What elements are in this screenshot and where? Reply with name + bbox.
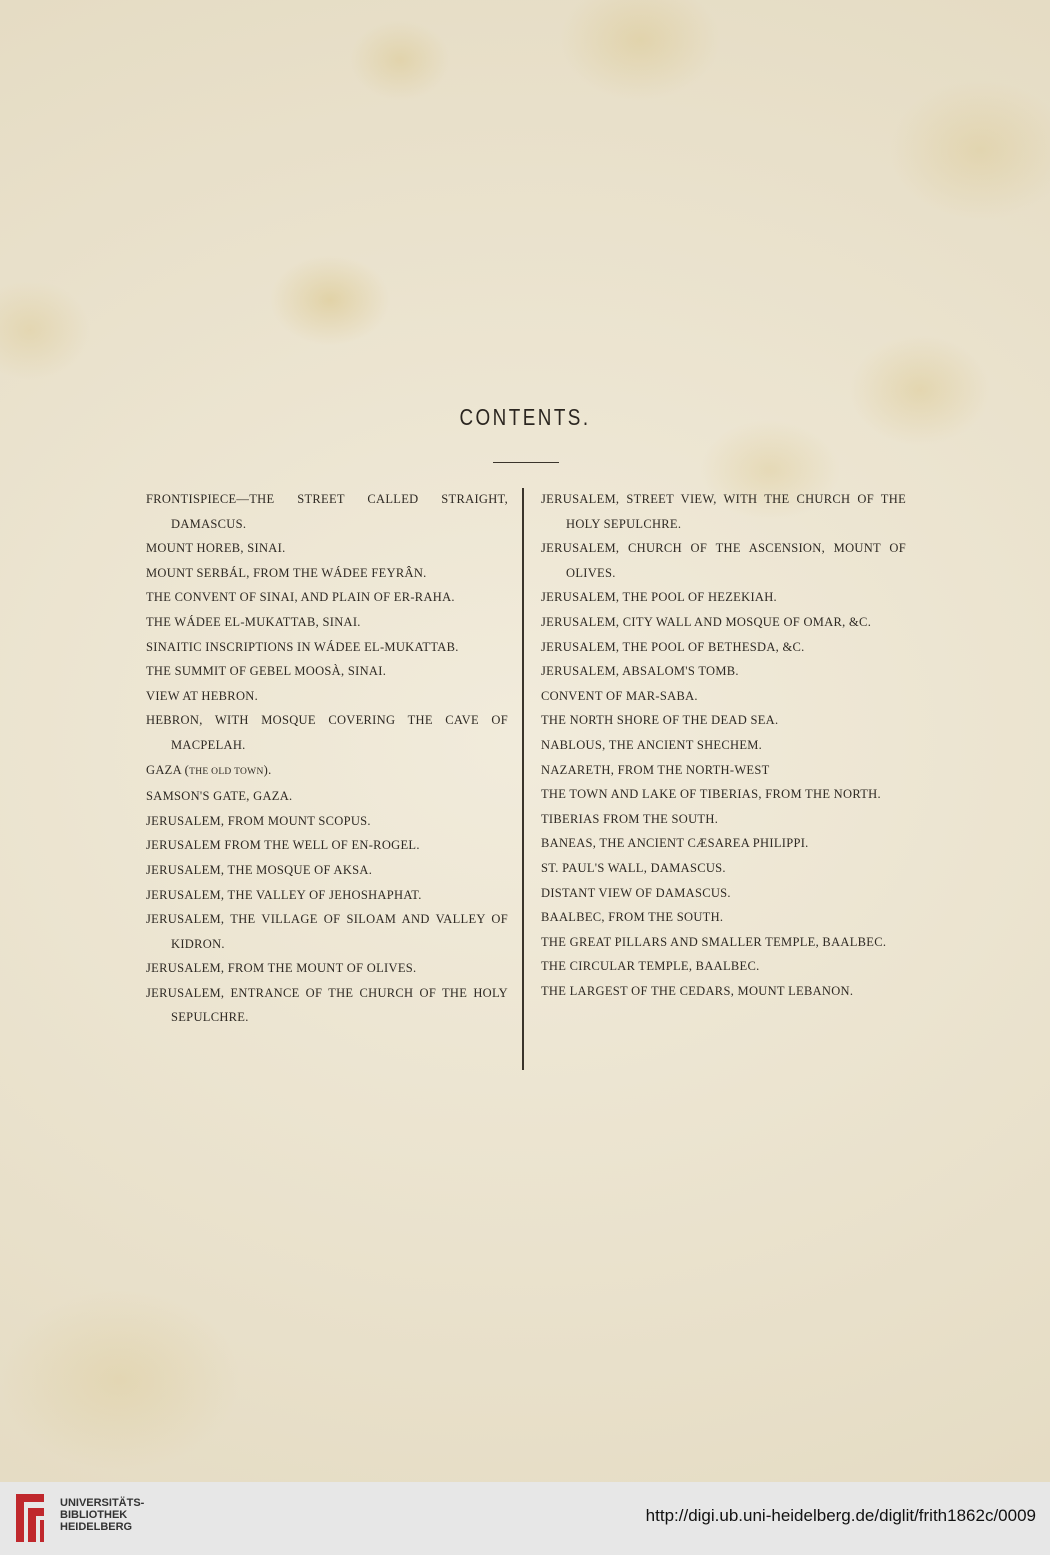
contents-entry: BAALBEC, FROM THE SOUTH. (541, 910, 724, 925)
contents-entry: THE WÁDEE EL-MUKATTAB, SINAI. (146, 614, 361, 629)
contents-entry: NABLOUS, THE ANCIENT SHECHEM. (541, 737, 763, 752)
contents-entry: JERUSALEM, STREET VIEW, WITH THE CHURCH OF THE HOLY SEPULCHRE. (541, 492, 906, 531)
contents-entry: JERUSALEM FROM THE WELL OF EN-ROGEL. (146, 838, 420, 853)
contents-entry: MOUNT HOREB, SINAI. (146, 541, 286, 556)
contents-entry: THE NORTH SHORE OF THE DEAD SEA. (541, 713, 779, 728)
contents-entry: ST. PAUL'S WALL, DAMASCUS. (541, 860, 726, 875)
contents-entry: JERUSALEM, THE POOL OF BETHESDA, &C. (541, 639, 805, 654)
contents-entry: JERUSALEM, THE MOSQUE OF AKSA. (146, 862, 373, 877)
contents-entry: DISTANT VIEW OF DAMASCUS. (541, 885, 731, 900)
contents-entry: JERUSALEM, ENTRANCE OF THE CHURCH OF THE HOLY SEPULCHRE. (146, 985, 508, 1025)
contents-left-column (146, 487, 508, 1030)
permalink-url[interactable]: http://digi.ub.uni-heidelberg.de/diglit/frith1862c/0009 (645, 1506, 1036, 1525)
contents-entry: VIEW AT HEBRON. (146, 688, 259, 703)
contents-entry: THE SUMMIT OF GEBEL MOOSÀ, SINAI. (146, 664, 387, 679)
contents-right-column (541, 487, 906, 1003)
contents-entry: JERUSALEM, FROM THE MOUNT OF OLIVES. (146, 961, 417, 976)
contents-entry: SAMSON'S GATE, GAZA. (146, 789, 293, 804)
column-divider (522, 488, 524, 1070)
contents-entry: JERUSALEM, ABSALOM'S TOMB. (541, 664, 739, 679)
contents-entry: MOUNT SERBÁL, FROM THE WÁDEE FEYRÂN. (146, 565, 427, 580)
contents-entry: JERUSALEM, THE VILLAGE OF SILOAM AND VALLEY OF KIDRON. (146, 912, 508, 951)
contents-entry: JERUSALEM, FROM MOUNT SCOPUS. (146, 813, 371, 828)
library-name-line: BIBLIOTHEK (60, 1509, 128, 1521)
contents-entry: JERUSALEM, THE POOL OF HEZEKIAH. (541, 590, 777, 605)
contents-entry: CONVENT OF MAR-SABA. (541, 688, 698, 703)
contents-entry: HEBRON, WITH MOSQUE COVERING THE CAVE OF MACPELAH. (146, 713, 508, 752)
contents-entry: NAZARETH, FROM THE NORTH-WEST (541, 762, 770, 777)
contents-entry: TIBERIAS FROM THE SOUTH. (541, 811, 719, 826)
gaza-main: GAZA ( (146, 762, 190, 777)
contents-entry: JERUSALEM, THE VALLEY OF JEHOSHAPHAT. (146, 887, 422, 902)
contents-entry: JERUSALEM, CITY WALL AND MOSQUE OF OMAR, &C. (541, 614, 872, 629)
contents-entry: THE TOWN AND LAKE OF TIBERIAS, FROM THE NORTH. (541, 787, 881, 802)
contents-entry: BANEAS, THE ANCIENT CÆSAREA PHILIPPI. (541, 836, 809, 851)
page-title: CONTENTS. (459, 404, 591, 430)
contents-entry: JERUSALEM, CHURCH OF THE ASCENSION, MOUNT OF OLIVES. (541, 541, 906, 580)
contents-entry: THE GREAT PILLARS AND SMALLER TEMPLE, BAALBEC. (541, 934, 887, 949)
contents-entry: SINAITIC INSCRIPTIONS IN WÁDEE EL-MUKATTAB. (146, 639, 459, 654)
library-name-line: UNIVERSITÄTS- (60, 1497, 145, 1509)
contents-entry: THE LARGEST OF THE CEDARS, MOUNT LEBANON. (541, 983, 854, 998)
gaza-end: ). (263, 762, 272, 777)
gaza-small-caps: THE OLD TOWN (189, 766, 264, 777)
library-name-line: HEIDELBERG (60, 1521, 133, 1533)
contents-entry: THE CIRCULAR TEMPLE, BAALBEC. (541, 959, 760, 974)
contents-entry: THE CONVENT OF SINAI, AND PLAIN OF ER-RAHA. (146, 590, 455, 605)
contents-entry-gaza (146, 758, 508, 785)
contents-entry: FRONTISPIECE—THE STREET CALLED STRAIGHT, DAMASCUS. (146, 492, 508, 531)
library-name (60, 1497, 144, 1533)
title-underline (493, 462, 559, 463)
university-logo-icon (10, 1488, 50, 1548)
